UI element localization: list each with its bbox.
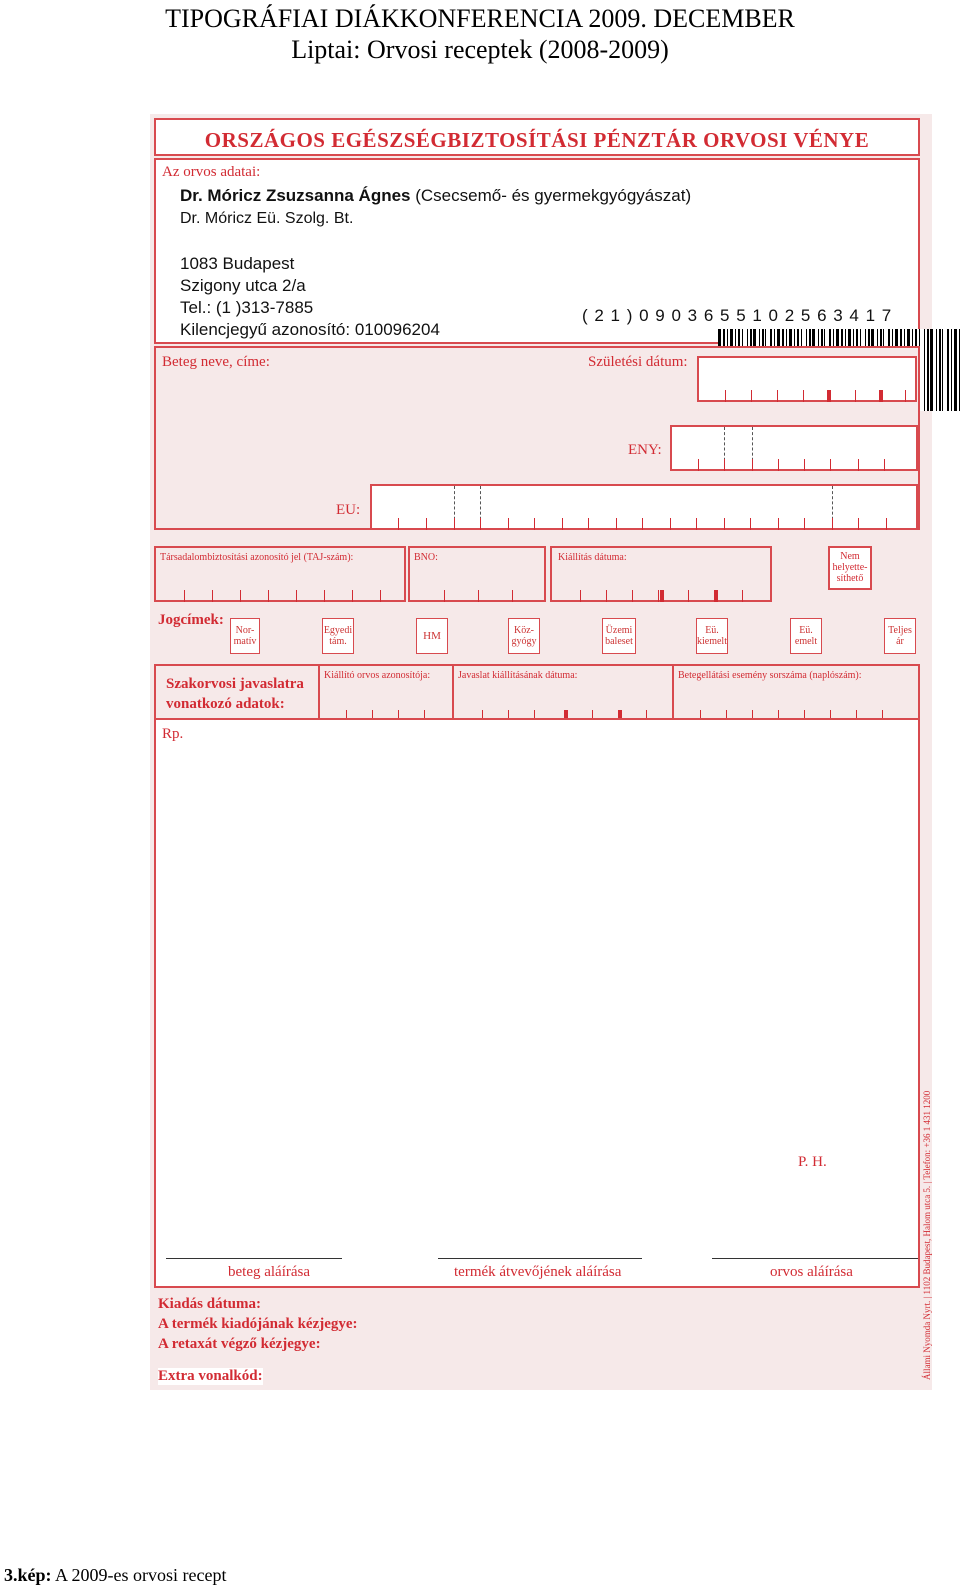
jogcim-eu-kiemelt[interactable]: Eü. kiemelt — [696, 618, 728, 654]
care-event-label: Betegellátási esemény sorszáma (naplószám): — [678, 670, 862, 681]
issuer-id-label: Kiállító orvos azonosítója: — [324, 670, 431, 681]
figure-caption — [4, 1565, 226, 1585]
issue-date-label: Kiállítás dátuma: — [558, 552, 627, 563]
recommendation-date-label: Javaslat kiállításának dátuma: — [458, 670, 578, 681]
taj-label: Társadalombiztosítási azonosító jel (TAJ-szám): — [160, 552, 354, 563]
caption-text: A 2009-es orvosi recept — [51, 1565, 227, 1585]
ph-label: P. H. — [798, 1154, 827, 1170]
eu-field[interactable] — [370, 484, 918, 530]
phone: Tel.: (1 )313-7885 — [180, 298, 314, 317]
doctor-id: Kilencjegyű azonosító: 010096204 — [180, 320, 440, 339]
rp-area[interactable] — [154, 718, 920, 1288]
doctor-signature-label: orvos aláírása — [770, 1264, 853, 1280]
doctor-name: Dr. Móricz Zsuzsanna Ágnes — [180, 186, 411, 205]
jogcim-egyedi[interactable]: Egyedi tám. — [322, 618, 354, 654]
bno-field[interactable] — [408, 546, 546, 602]
form-title: ORSZÁGOS EGÉSZSÉGBIZTOSÍTÁSI PÉNZTÁR ORVOSI VÉNYE — [204, 128, 870, 152]
extra-barcode-label: Extra vonalkód: — [158, 1368, 263, 1384]
address-line1: 1083 Budapest — [180, 254, 295, 273]
patient-label: Beteg neve, címe: — [162, 354, 270, 370]
doctor-data-box — [154, 158, 920, 344]
issuer-id-field[interactable] — [318, 664, 454, 722]
doctor-label: Az orvos adatai: — [162, 164, 261, 180]
jogcimek-label: Jogcímek: — [158, 612, 224, 628]
jogcim-normativ[interactable]: Nor-matív — [230, 618, 260, 654]
prescription-form — [150, 114, 932, 1390]
practice-name: Dr. Móricz Eü. Szolg. Bt. — [180, 210, 354, 227]
specialist-label-1: Szakorvosi javaslatra — [166, 676, 304, 692]
bno-label: BNO: — [414, 552, 438, 563]
birth-date-field[interactable] — [697, 356, 917, 402]
eny-field[interactable] — [670, 425, 918, 471]
doctor-specialty: (Csecsemő- és gyermekgyógyászat) — [415, 186, 692, 205]
dispense-date-label: Kiadás dátuma: — [158, 1296, 261, 1312]
eu-label: EU: — [336, 502, 361, 518]
recommendation-date-field[interactable] — [452, 664, 674, 722]
barcode-text: ( 2 1 ) 0 9 0 3 6 5 5 1 0 2 5 6 3 4 1 7 — [582, 306, 893, 325]
patient-section — [154, 346, 920, 530]
birth-date-label: Születési dátum: — [588, 354, 688, 370]
jogcim-hm[interactable]: HM — [416, 618, 448, 654]
jogcim-teljes-ar[interactable]: Teljes ár — [884, 618, 916, 654]
jogcim-eu-emelt[interactable]: Eü. emelt — [790, 618, 822, 654]
jogcim-kozgyogy[interactable]: Köz-gyógy — [508, 618, 540, 654]
caption-number: 3.kép: — [4, 1565, 52, 1585]
retaxat-label: A retaxát végző kézjegye: — [158, 1336, 321, 1352]
taj-field[interactable] — [154, 546, 406, 602]
issue-date-field[interactable] — [550, 546, 772, 602]
dispenser-initials-label: A termék kiadójának kézjegye: — [158, 1316, 358, 1332]
page-header-line2: Liptai: Orvosi receptek (2008-2009) — [291, 35, 669, 64]
address-line2: Szigony utca 2/a — [180, 276, 306, 295]
form-title-box — [154, 118, 920, 156]
jogcim-uzemi-baleset[interactable]: Üzemi baleset — [602, 618, 636, 654]
printer-imprint: Állami Nyomda Nyrt. | 1102 Budapest, Halom utca 5. | Telefon: +36 1 431 1200 — [922, 1090, 932, 1380]
page-header-line1: TIPOGRÁFIAI DIÁKKONFERENCIA 2009. DECEMBER — [165, 4, 795, 33]
specialist-label-2: vonatkozó adatok: — [166, 696, 285, 712]
rp-label: Rp. — [162, 726, 184, 742]
receiver-signature-label: termék átvevőjének aláírása — [454, 1264, 622, 1280]
care-event-number-field[interactable] — [672, 664, 920, 722]
patient-signature-label: beteg aláírása — [228, 1264, 311, 1280]
eny-label: ENY: — [628, 442, 662, 458]
not-substitutable-label: Nem helyette-síthető — [832, 551, 868, 584]
not-substitutable-checkbox[interactable] — [828, 546, 872, 590]
